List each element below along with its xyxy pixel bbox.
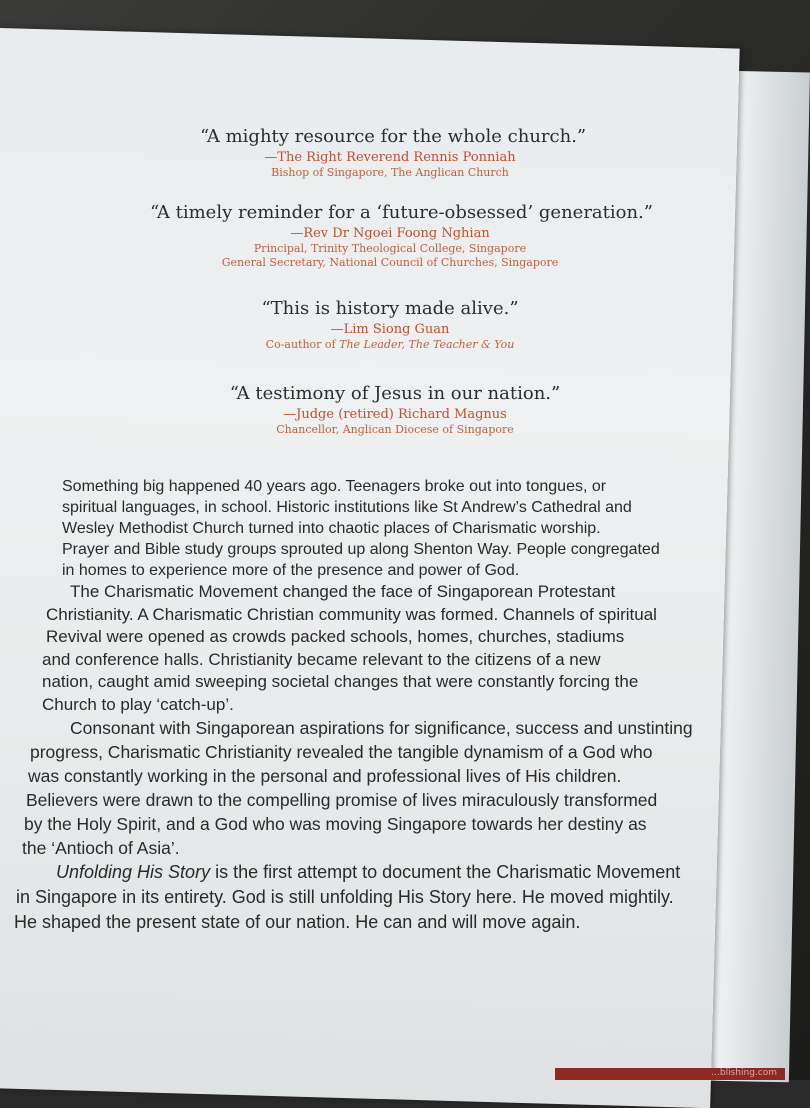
text-line: Christianity. A Charismatic Christian community was formed. Channels of spiritual — [46, 604, 657, 624]
endorsement-author: —Judge (retired) Richard Magnus — [283, 407, 507, 422]
endorsement-role-prefix: Co-author of — [265, 338, 340, 351]
text-line: and conference halls. Christianity became relevant to the citizens of a new — [42, 649, 601, 669]
endorsement-author: —Lim Siong Guan — [330, 322, 450, 337]
text-line: Wesley Methodist Church turned into chaotic places of Charismatic worship. — [62, 520, 601, 537]
text-line: Something big happened 40 years ago. Teenagers broke out into tongues, or — [62, 478, 607, 495]
endorsement-role: Bishop of Singapore, The Anglican Church — [271, 166, 509, 179]
endorsement-1 — [200, 126, 587, 179]
endorsement-3 — [220, 298, 560, 351]
blurb-text — [14, 476, 754, 935]
text-line: Revival were opened as crowds packed schools, homes, churches, stadiums — [46, 627, 625, 646]
publisher-footer-strip — [555, 1068, 785, 1080]
text-line: in homes to experience more of the presence and power of God. — [62, 562, 520, 579]
text-line: the ‘Antioch of Asia’. — [22, 838, 180, 858]
text-line: Believers were drawn to the compelling promise of lives miraculously transformed — [26, 790, 658, 810]
publisher-website-text: ...blishing.com — [711, 1068, 777, 1078]
endorsement-quote: “A testimony of Jesus in our nation.” — [229, 383, 561, 404]
text-line: spiritual languages, in school. Historic institutions like St Andrew’s Cathedral and — [62, 499, 632, 516]
endorsement-author: —The Right Reverend Rennis Ponniah — [264, 150, 516, 165]
text-line: nation, caught amid sweeping societal changes that were constantly forcing the — [42, 672, 639, 691]
book-title-reference: The Leader, The Teacher & You — [339, 338, 515, 351]
text-line: The Charismatic Movement changed the face of Singaporean Protestant — [70, 582, 616, 601]
text-line — [18, 860, 754, 885]
endorsement-2 — [150, 202, 653, 269]
text-line: was constantly working in the personal and professional lives of His children. — [28, 766, 622, 786]
text-line: Church to play ‘catch-up’. — [42, 694, 234, 714]
endorsement-quote: “A timely reminder for a ‘future-obsessed’ generation.” — [150, 202, 653, 223]
endorsement-quote: “A mighty resource for the whole church.” — [200, 126, 587, 147]
text-line-rest: is the first attempt to document the Charismatic Movement — [210, 862, 681, 882]
blurb-paragraph-1 — [14, 476, 754, 581]
endorsement-quote: “This is history made alive.” — [261, 298, 519, 319]
text-line: Prayer and Bible study groups sprouted up along Shenton Way. People congregated — [62, 541, 660, 558]
text-line: Consonant with Singaporean aspirations for significance, success and unstinting — [70, 718, 693, 738]
text-line: He shaped the present state of our nation. He can and will move again. — [14, 912, 581, 932]
endorsement-author: —Rev Dr Ngoei Foong Nghian — [290, 226, 490, 241]
blurb-paragraph-4 — [14, 860, 754, 935]
text-line: in Singapore in its entirety. God is still unfolding His Story here. He moved mightily. — [16, 887, 674, 907]
text-line: progress, Charismatic Christianity revealed the tangible dynamism of a God who — [30, 742, 653, 762]
endorsement-role: Chancellor, Anglican Diocese of Singapore — [276, 423, 514, 436]
blurb-paragraph-2 — [14, 581, 754, 716]
book-title: Unfolding His Story — [56, 862, 211, 882]
endorsement-role: General Secretary, National Council of Churches, Singapore — [221, 256, 559, 269]
endorsement-role: Principal, Trinity Theological College, Singapore — [253, 242, 527, 255]
endorsement-role — [220, 338, 560, 351]
blurb-paragraph-3 — [14, 716, 754, 860]
endorsement-4 — [205, 383, 585, 436]
text-line: by the Holy Spirit, and a God who was moving Singapore towards her destiny as — [24, 814, 647, 834]
